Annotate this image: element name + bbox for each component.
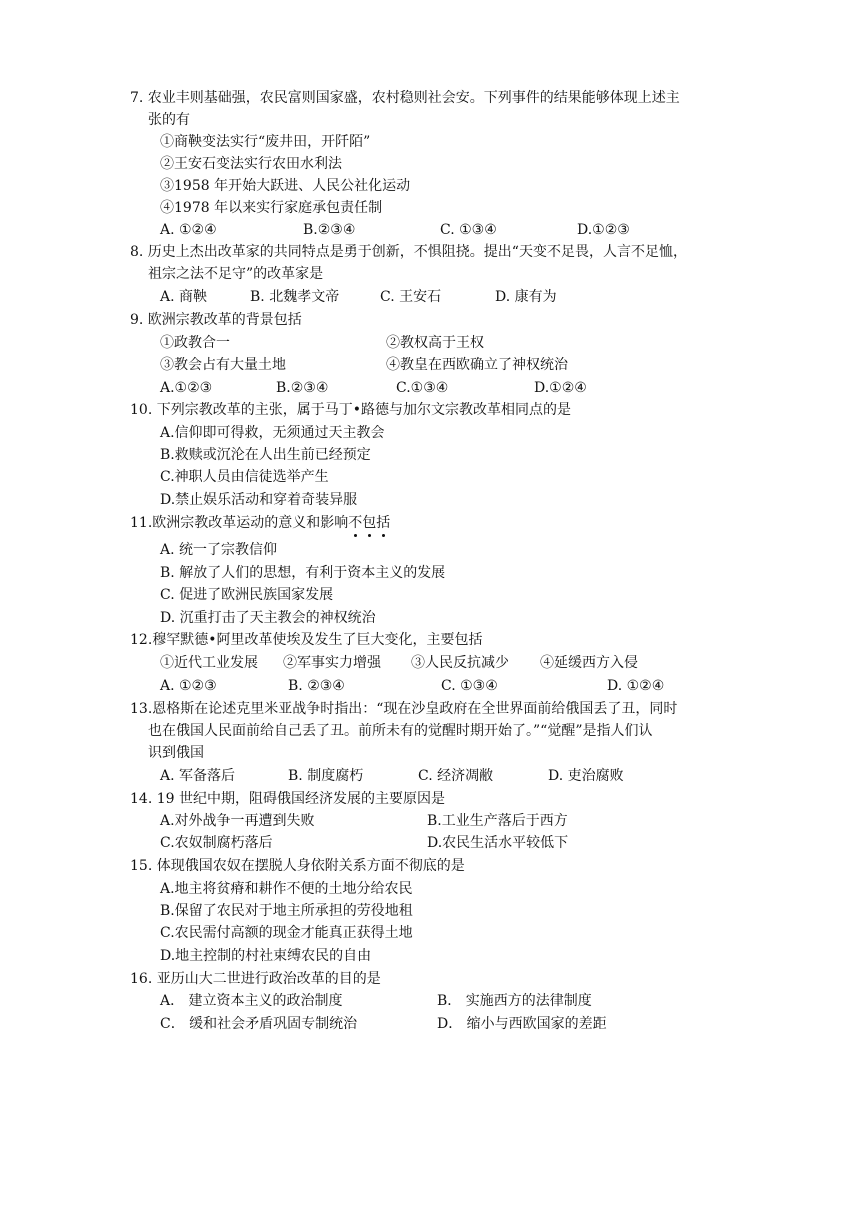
question-7-stem: 7. 农业丰则基础强，农民富则国家盛，农村稳则社会安。下列事件的结果能够体现上述主 xyxy=(130,90,680,106)
question-13-stem-cont: 识到俄国 xyxy=(148,745,204,761)
question-8-stem-cont: 祖宗之法不足守”的改革家是 xyxy=(148,266,324,282)
question-11-option-c: C. 促进了欧洲民族国家发展 xyxy=(160,587,334,603)
question-13-option-c: C. 经济凋敝 xyxy=(418,768,494,784)
question-14-option-a: A.对外战争一再遭到失败 xyxy=(160,813,315,829)
emphasis-char: 不 xyxy=(348,515,363,531)
question-11-stem xyxy=(130,513,390,533)
question-13-stem-cont: 也在俄国人民面前给自己丢了丑。前所未有的觉醒时期开始了。”“觉醒”是指人们认 xyxy=(148,723,653,739)
question-8-option-c: C. 王安石 xyxy=(380,289,442,305)
question-10-option-a: A.信仰即可得救，无须通过天主教会 xyxy=(160,425,385,441)
question-14-option-b: B.工业生产落后于西方 xyxy=(427,813,568,829)
question-14-stem: 14. 19 世纪中期，阻碍俄国经济发展的主要原因是 xyxy=(130,791,445,807)
question-7-item: ④1978 年以来实行家庭承包责任制 xyxy=(160,200,383,216)
question-9-option-c: C.①③④ xyxy=(396,380,449,396)
question-7-option-d: D.①②③ xyxy=(577,222,630,238)
question-12-option-c: C. ①③④ xyxy=(441,678,498,694)
question-9-stem: 9. 欧洲宗教改革的背景包括 xyxy=(130,312,302,328)
question-11-option-b: B. 解放了人们的思想，有利于资本主义的发展 xyxy=(160,565,446,581)
question-16-option-c: C． 缓和社会矛盾巩固专制统治 xyxy=(160,1016,358,1032)
question-8-option-b: B. 北魏孝文帝 xyxy=(250,289,340,305)
question-10-stem: 10. 下列宗教改革的主张，属于马丁•路德与加尔文宗教改革相同点的是 xyxy=(130,402,571,418)
question-8-option-a: A. 商鞅 xyxy=(160,289,208,305)
question-15-option-b: B.保留了农民对于地主所承担的劳役地租 xyxy=(160,903,413,919)
question-12-option-a: A. ①②③ xyxy=(160,678,217,694)
question-16-stem: 16. 亚历山大二世进行政治改革的目的是 xyxy=(130,971,381,987)
question-10-option-b: B.救赎或沉沦在人出生前已经预定 xyxy=(160,447,371,463)
question-7-item: ②王安石变法实行农田水利法 xyxy=(160,156,342,172)
question-9-option-a: A.①②③ xyxy=(160,380,213,396)
question-13-option-d: D. 吏治腐败 xyxy=(548,768,624,784)
question-13-option-a: A. 军备落后 xyxy=(160,768,236,784)
question-12-item: ③人民反抗减少 xyxy=(411,655,509,671)
question-9-option-b: B.②③④ xyxy=(276,380,329,396)
question-14-option-c: C.农奴制腐朽落后 xyxy=(160,835,273,851)
question-15-option-c: C.农民需付高额的现金才能真正获得土地 xyxy=(160,925,413,941)
question-12-option-b: B. ②③④ xyxy=(288,678,345,694)
question-7-stem-cont: 张的有 xyxy=(148,112,190,128)
question-16-option-b: B． 实施西方的法律制度 xyxy=(437,993,592,1009)
question-15-option-d: D.地主控制的村社束缚农民的自由 xyxy=(160,948,372,964)
emphasis-char: 括 xyxy=(376,515,391,531)
question-10-option-d: D.禁止娱乐活动和穿着奇装异服 xyxy=(160,492,358,508)
question-12-stem: 12.穆罕默德•阿里改革使埃及发生了巨大变化，主要包括 xyxy=(130,632,483,648)
question-16-option-d: D． 缩小与西欧国家的差距 xyxy=(437,1016,607,1032)
question-7-option-c: C. ①③④ xyxy=(440,222,497,238)
question-8-option-d: D. 康有为 xyxy=(495,289,557,305)
question-9-option-d: D.①②④ xyxy=(534,380,587,396)
question-15-stem: 15. 体现俄国农奴在摆脱人身依附关系方面不彻底的是 xyxy=(130,858,465,874)
question-12-option-d: D. ①②④ xyxy=(607,678,665,694)
question-11-option-a: A. 统一了宗教信仰 xyxy=(160,542,278,558)
question-7-item: ①商鞅变法实行“废井田，开阡陌” xyxy=(160,134,371,150)
question-12-item: ②军事实力增强 xyxy=(283,655,381,671)
question-12-item: ④延缓西方入侵 xyxy=(540,655,638,671)
question-12-item: ①近代工业发展 xyxy=(160,655,258,671)
question-16-option-a: A． 建立资本主义的政治制度 xyxy=(160,993,343,1009)
question-14-option-d: D.农民生活水平较低下 xyxy=(427,835,569,851)
question-9-item: ②教权高于王权 xyxy=(386,335,484,351)
question-10-option-c: C.神职人员由信徒选举产生 xyxy=(160,469,329,485)
question-7-option-a: A. ①②④ xyxy=(160,222,217,238)
question-7-option-b: B.②③④ xyxy=(303,222,356,238)
question-7-item: ③1958 年开始大跃进、人民公社化运动 xyxy=(160,178,411,194)
question-9-item: ④教皇在西欧确立了神权统治 xyxy=(386,357,568,373)
question-13-stem: 13.恩格斯在论述克里米亚战争时指出：“现在沙皇政府在全世界面前给俄国丢了丑，同时 xyxy=(130,701,678,717)
question-11-stem-text: 11.欧洲宗教改革运动的意义和影响 xyxy=(130,515,349,531)
question-9-item: ③教会占有大量土地 xyxy=(160,357,286,373)
emphasis-char: 包 xyxy=(362,515,377,531)
question-8-stem: 8. 历史上杰出改革家的共同特点是勇于创新，不惧阻挠。提出“天变不足畏，人言不足恤， xyxy=(130,244,687,260)
question-15-option-a: A.地主将贫瘠和耕作不便的土地分给农民 xyxy=(160,881,413,897)
question-11-option-d: D. 沉重打击了天主教会的神权统治 xyxy=(160,610,376,626)
question-13-option-b: B. 制度腐朽 xyxy=(288,768,364,784)
question-9-item: ①政教合一 xyxy=(160,335,230,351)
